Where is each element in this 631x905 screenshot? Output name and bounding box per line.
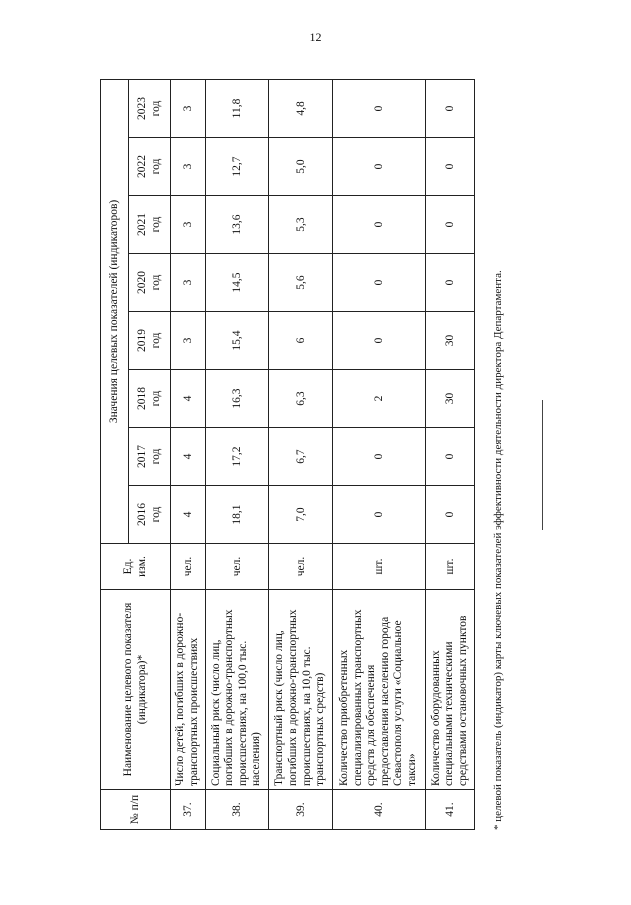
row-value: 0 bbox=[332, 79, 425, 137]
row-value: 14,5 bbox=[205, 254, 269, 312]
header-year-2021: 2021 год bbox=[129, 196, 171, 254]
row-value: 0 bbox=[332, 196, 425, 254]
header-year-2016: 2016 год bbox=[129, 486, 171, 544]
row-num: 38. bbox=[205, 790, 269, 830]
row-value: 4 bbox=[171, 428, 206, 486]
header-year-2020: 2020 год bbox=[129, 254, 171, 312]
table-row bbox=[425, 79, 474, 829]
row-value: 5,6 bbox=[269, 254, 333, 312]
row-value: 0 bbox=[425, 196, 474, 254]
row-unit: шт. bbox=[332, 544, 425, 590]
row-value: 4,8 bbox=[269, 79, 333, 137]
row-value: 0 bbox=[332, 486, 425, 544]
row-value: 17,2 bbox=[205, 428, 269, 486]
row-value: 3 bbox=[171, 312, 206, 370]
row-value: 0 bbox=[332, 312, 425, 370]
row-value: 0 bbox=[332, 254, 425, 312]
row-value: 0 bbox=[425, 79, 474, 137]
row-name: Количество приобретенных специализированных транспортных средств для обеспечения предоставления населению города Севастополя услуги «Социальное такси» bbox=[332, 590, 425, 790]
row-value: 5,0 bbox=[269, 138, 333, 196]
row-name: Число детей, погибших в дорожно-транспортных происшествиях bbox=[171, 590, 206, 790]
row-unit: чел. bbox=[205, 544, 269, 590]
page-number: 12 bbox=[309, 30, 322, 44]
row-value: 15,4 bbox=[205, 312, 269, 370]
row-value: 0 bbox=[425, 138, 474, 196]
row-num: 40. bbox=[332, 790, 425, 830]
row-value: 0 bbox=[332, 138, 425, 196]
row-value: 12,7 bbox=[205, 138, 269, 196]
header-year-2017: 2017 год bbox=[129, 428, 171, 486]
row-value: 0 bbox=[425, 254, 474, 312]
row-value: 5,3 bbox=[269, 196, 333, 254]
row-value: 6,7 bbox=[269, 428, 333, 486]
indicators-table bbox=[100, 79, 475, 830]
row-unit: чел. bbox=[269, 544, 333, 590]
header-unit: Ед. изм. bbox=[101, 544, 171, 590]
header-year-2022: 2022 год bbox=[129, 138, 171, 196]
row-value: 0 bbox=[425, 486, 474, 544]
header-values-group: Значения целевых показателей (индикаторов) bbox=[101, 79, 129, 543]
separator-line bbox=[542, 400, 543, 530]
row-num: 41. bbox=[425, 790, 474, 830]
header-year-2023: 2023 год bbox=[129, 79, 171, 137]
row-value: 3 bbox=[171, 138, 206, 196]
row-unit: чел. bbox=[171, 544, 206, 590]
row-value: 3 bbox=[171, 196, 206, 254]
row-value: 6,3 bbox=[269, 370, 333, 428]
row-value: 0 bbox=[425, 428, 474, 486]
row-value: 16,3 bbox=[205, 370, 269, 428]
row-value: 11,8 bbox=[205, 79, 269, 137]
row-value: 13,6 bbox=[205, 196, 269, 254]
row-value: 18,1 bbox=[205, 486, 269, 544]
row-value: 4 bbox=[171, 370, 206, 428]
row-value: 3 bbox=[171, 254, 206, 312]
row-value: 3 bbox=[171, 79, 206, 137]
row-value: 7,0 bbox=[269, 486, 333, 544]
header-name: Наименование целевого показателя (индикатора)* bbox=[101, 590, 171, 790]
header-year-2019: 2019 год bbox=[129, 312, 171, 370]
row-num: 37. bbox=[171, 790, 206, 830]
row-value: 0 bbox=[332, 428, 425, 486]
table-row bbox=[332, 79, 425, 829]
row-value: 30 bbox=[425, 370, 474, 428]
row-value: 2 bbox=[332, 370, 425, 428]
row-name: Количество оборудованных специальными техническими средствами остановочных пунктов bbox=[425, 590, 474, 790]
row-num: 39. bbox=[269, 790, 333, 830]
row-value: 30 bbox=[425, 312, 474, 370]
rotated-document-content bbox=[100, 80, 530, 830]
table-row bbox=[171, 79, 206, 829]
table-row bbox=[269, 79, 333, 829]
table-row bbox=[205, 79, 269, 829]
row-value: 6 bbox=[269, 312, 333, 370]
row-unit: шт. bbox=[425, 544, 474, 590]
row-name: Социальный риск (число лиц, погибших в дорожно-транспортных происшествиях, на 100,0 тыс. населения) bbox=[205, 590, 269, 790]
header-year-2018: 2018 год bbox=[129, 370, 171, 428]
footnote: * целевой показатель (индикатор) карты ключевых показателей эффективности деятельности директора Департамента. bbox=[492, 270, 504, 830]
row-name: Транспортный риск (число лиц, погибших в дорожно-транспортных происшествиях, на 10,0 тыс. транспортных средств) bbox=[269, 590, 333, 790]
header-num: № п/п bbox=[101, 790, 171, 830]
row-value: 4 bbox=[171, 486, 206, 544]
